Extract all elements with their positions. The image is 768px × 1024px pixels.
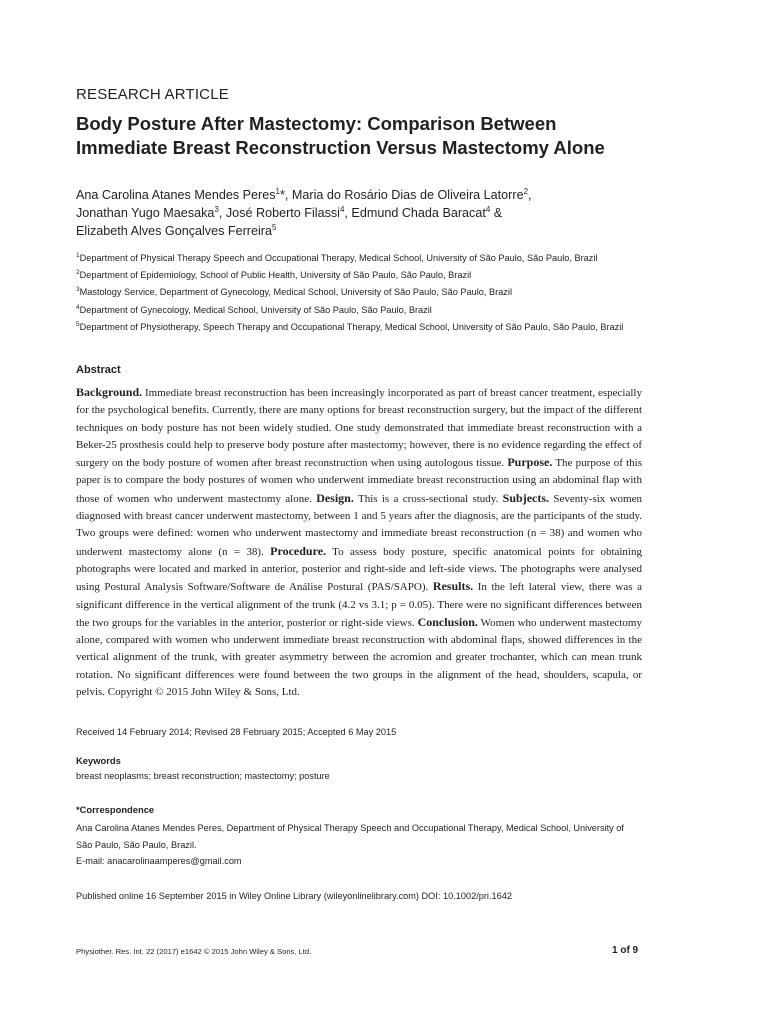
- page-number: 1 of 9: [612, 945, 639, 956]
- correspondence-address: Ana Carolina Atanes Mendes Peres, Department of Physical Therapy Speech and Occupational Therapy, Medical School, University of São Paulo, São Paulo, Brazil.: [76, 823, 624, 850]
- author-list: [76, 186, 642, 240]
- affiliation-item: $^5$Department of Physiotherapy, Speech Therapy and Occupational Therapy, Medical School, University of São Paulo, São Paulo, Brazil: [76, 320, 624, 332]
- procedure-text: To assess body posture, specific anatomical points for obtaining photographs were located and marked in anterior, posterior and right-side and left-side views. The photographs were analysed using Postural Analysis Software/Software de Análise Postural (PAS/SAPO).: [76, 545, 642, 594]
- design-label: Design.: [316, 490, 354, 505]
- background-text: Immediate breast reconstruction has been increasingly incorporated as part of breast cancer treatment, especially for the psychological benefits. Currently, there are many options for breast reconstruction surgery, but the impact of the different techniques on body posture has not been widely studied. One study demonstrated that immediate breast reconstruction with a Beker-25 prosthesis could help to preserve body posture after mastectomy; however, there is no evidence regarding the effect of surgery on the body posture of women after breast reconstruction when using autologous tissue.: [76, 387, 642, 470]
- affiliation-item: $^2$Department of Epidemiology, School of Public Health, University of São Paulo, São Paulo, Brazil: [76, 269, 472, 281]
- background-label: Background.: [76, 385, 143, 399]
- footer-citation: Physiother. Res. Int. 22 (2017) e1642 © 2015 John Wiley & Sons, Ltd.: [76, 947, 312, 956]
- author-2: Maria do Rosário Dias de Oliveira Latorre$^2$,: [291, 186, 532, 202]
- procedure-label: Procedure.: [270, 543, 327, 558]
- author-4: José Roberto Filassi$^4$,: [225, 204, 352, 220]
- purpose-text: The purpose of this paper is to compare the body postures of women who underwent immediate breast reconstruction using an abdominal flap with those of women who underwent mastectomy alone.: [76, 457, 642, 505]
- affiliation-list: [76, 250, 642, 336]
- abstract-body: [76, 384, 642, 701]
- article-title: Body Posture After Mastectomy: Comparison Between Immediate Breast Reconstruction Versus Mastectomy Alone: [76, 113, 605, 158]
- affiliation-item: $^4$Department of Gynecology, Medical School, University of São Paulo, São Paulo, Brazil: [76, 303, 432, 315]
- article-type-label: RESEARCH ARTICLE: [76, 86, 229, 103]
- author-5: Edmund Chada Baracat$^4$ &: [351, 204, 503, 220]
- conclusion-label: Conclusion.: [417, 614, 478, 629]
- affiliation-item: $^1$Department of Physical Therapy Speech and Occupational Therapy, Medical School, University of São Paulo, São Paulo, Brazil: [76, 251, 598, 263]
- results-label: Results.: [432, 579, 474, 594]
- correspondence-email: E-mail: anacarolinaamperes@gmail.com: [76, 856, 242, 866]
- author-6: Elizabeth Alves Gonçalves Ferreira$^5$: [76, 222, 277, 238]
- keywords-text: breast neoplasms; breast reconstruction; mastectomy; posture: [76, 771, 330, 781]
- correspondence-block: [76, 820, 642, 870]
- article-dates: Received 14 February 2014; Revised 28 February 2015; Accepted 6 May 2015: [76, 727, 397, 737]
- abstract-heading: Abstract: [76, 364, 121, 376]
- subjects-label: Subjects.: [502, 490, 550, 505]
- design-text: This is a cross-sectional study.: [353, 492, 503, 505]
- purpose-label: Purpose.: [507, 455, 553, 470]
- affiliation-item: $^3$Mastology Service, Department of Gynecology, Medical School, University of São Paulo, São Paulo, Brazil: [76, 286, 512, 298]
- results-text: In the left lateral view, there was a significant difference in the vertical alignment of the trunk (4.2 vs 3.1; p = 0.05). There were no significant differences between the two groups for the variables in the anterior, posterior or right-side views.: [76, 581, 642, 629]
- subjects-text: Seventy-six women diagnosed with breast cancer underwent mastectomy, between 1 and 5 years after the diagnosis, are the participants of the study. Two groups were defined: women who underwent mastectomy and immediate breast reconstruction (n = 38) and women who underwent mastectomy alone (n = 38).: [76, 492, 642, 558]
- publication-info: Published online 16 September 2015 in Wiley Online Library (wileyonlinelibrary.com) DOI: 10.1002/pri.1642: [76, 891, 512, 901]
- conclusion-text: Women who underwent mastectomy alone, compared with women who underwent immediate breast reconstruction with abdominal flaps, showed differences in the vertical alignment of the trunk, with greater asymmetry between the acromion and greater trochanter, which can mean trunk rotation. No significant differences were found between the two groups in the alignment of the head, shoulders, scapula, or pelvis. Copyright © 2015 John Wiley & Sons, Ltd.: [76, 616, 642, 699]
- author-3: Jonathan Yugo Maesaka$^3$,: [76, 204, 226, 220]
- correspondence-heading: *Correspondence: [76, 804, 155, 815]
- author-1: Ana Carolina Atanes Mendes Peres$^1$*,: [76, 186, 292, 202]
- keywords-heading: Keywords: [76, 755, 121, 766]
